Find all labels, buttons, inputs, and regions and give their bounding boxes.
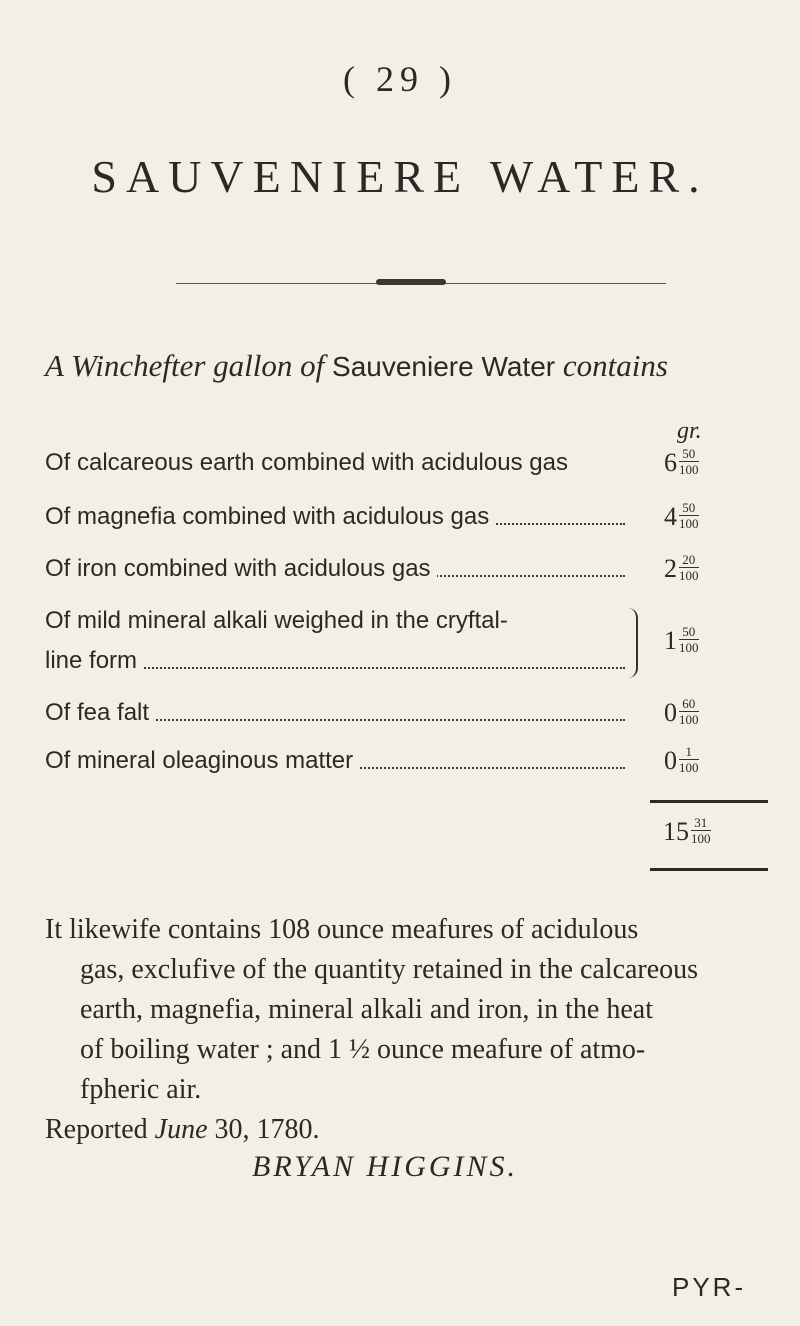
fraction-numerator: 31 [694, 815, 708, 830]
fraction-denominator: 100 [679, 712, 699, 727]
value-fraction [679, 624, 699, 655]
page-title: SAUVENIERE WATER. [91, 151, 709, 202]
body-line: gas, exclufive of the quantity retained in the calcareous [80, 954, 699, 985]
value-fraction [679, 744, 699, 775]
fraction-numerator: 1 [685, 744, 692, 759]
reported-date: 30, 1780. [214, 1114, 320, 1145]
reported-line [45, 1110, 765, 1150]
fraction-numerator: 20 [682, 552, 696, 567]
row-value [664, 696, 699, 730]
row-value [664, 446, 699, 480]
value-whole: 1 [664, 626, 677, 655]
value-whole: 6 [664, 448, 677, 477]
signature: BRYAN HIGGINS. [252, 1150, 519, 1183]
total-value [663, 815, 711, 849]
fraction-numerator: 50 [682, 624, 696, 639]
row-label: Of calcareous earth combined with acidulous gas [45, 449, 574, 476]
row-label: Of fea falt [45, 699, 155, 726]
row-value [664, 552, 699, 586]
row-label: Of magnefia combined with acidulous gas [45, 503, 495, 530]
row-value [664, 500, 699, 534]
fraction-numerator: 60 [682, 696, 696, 711]
row-label: Of mild mineral alkali weighed in the cryftal- [45, 607, 514, 634]
value-whole: 2 [664, 554, 677, 583]
value-fraction [679, 552, 699, 583]
body-line: fpheric air. [80, 1074, 202, 1105]
reported-label: Reported [45, 1114, 148, 1145]
table-row [45, 502, 625, 532]
body-line: of boiling water ; and 1 ½ ounce meafure of atmo- [80, 1034, 646, 1065]
section-heading [45, 348, 765, 384]
table-row [45, 746, 625, 776]
body-line: It likewife contains 108 ounce meafures of acidulous [45, 914, 639, 945]
table-row [45, 606, 625, 636]
fraction-numerator: 50 [682, 446, 696, 461]
heading-water-name: Sauveniere Water [332, 351, 556, 382]
table-row [45, 554, 625, 584]
row-label-continued: line form [45, 647, 143, 674]
brace-symbol [628, 608, 638, 678]
fraction-denominator: 100 [679, 640, 699, 655]
page-number: ( 29 ) [343, 59, 457, 99]
fraction-denominator: 100 [679, 568, 699, 583]
body-line: earth, magnefia, mineral alkali and iron, in the heat [80, 994, 653, 1025]
reported-month: June [154, 1114, 208, 1145]
fraction-numerator: 50 [682, 500, 696, 515]
catchword: PYR- [672, 1272, 747, 1302]
value-fraction [679, 446, 699, 477]
fraction-denominator: 100 [679, 516, 699, 531]
value-whole: 0 [664, 698, 677, 727]
value-whole: 15 [663, 817, 689, 846]
value-fraction [691, 815, 711, 846]
fraction-denominator: 100 [691, 831, 711, 846]
fraction-denominator: 100 [679, 760, 699, 775]
heading-part-b: contains [562, 348, 668, 383]
row-value [664, 624, 699, 658]
value-fraction [679, 500, 699, 531]
fraction-denominator: 100 [679, 462, 699, 477]
table-row-continued [45, 646, 625, 676]
row-label: Of iron combined with acidulous gas [45, 555, 437, 582]
row-label: Of mineral oleaginous matter [45, 747, 359, 774]
value-whole: 0 [664, 746, 677, 775]
table-row [45, 448, 625, 478]
divider-ornament [376, 279, 446, 285]
value-whole: 4 [664, 502, 677, 531]
value-fraction [679, 696, 699, 727]
total-rule-top [650, 800, 768, 803]
row-value [664, 744, 699, 778]
table-row [45, 698, 625, 728]
heading-part-a: A Winchefter gallon of [45, 348, 325, 383]
unit-label: gr. [677, 418, 702, 444]
total-rule-bottom [650, 868, 768, 871]
body-paragraph [45, 910, 765, 1150]
